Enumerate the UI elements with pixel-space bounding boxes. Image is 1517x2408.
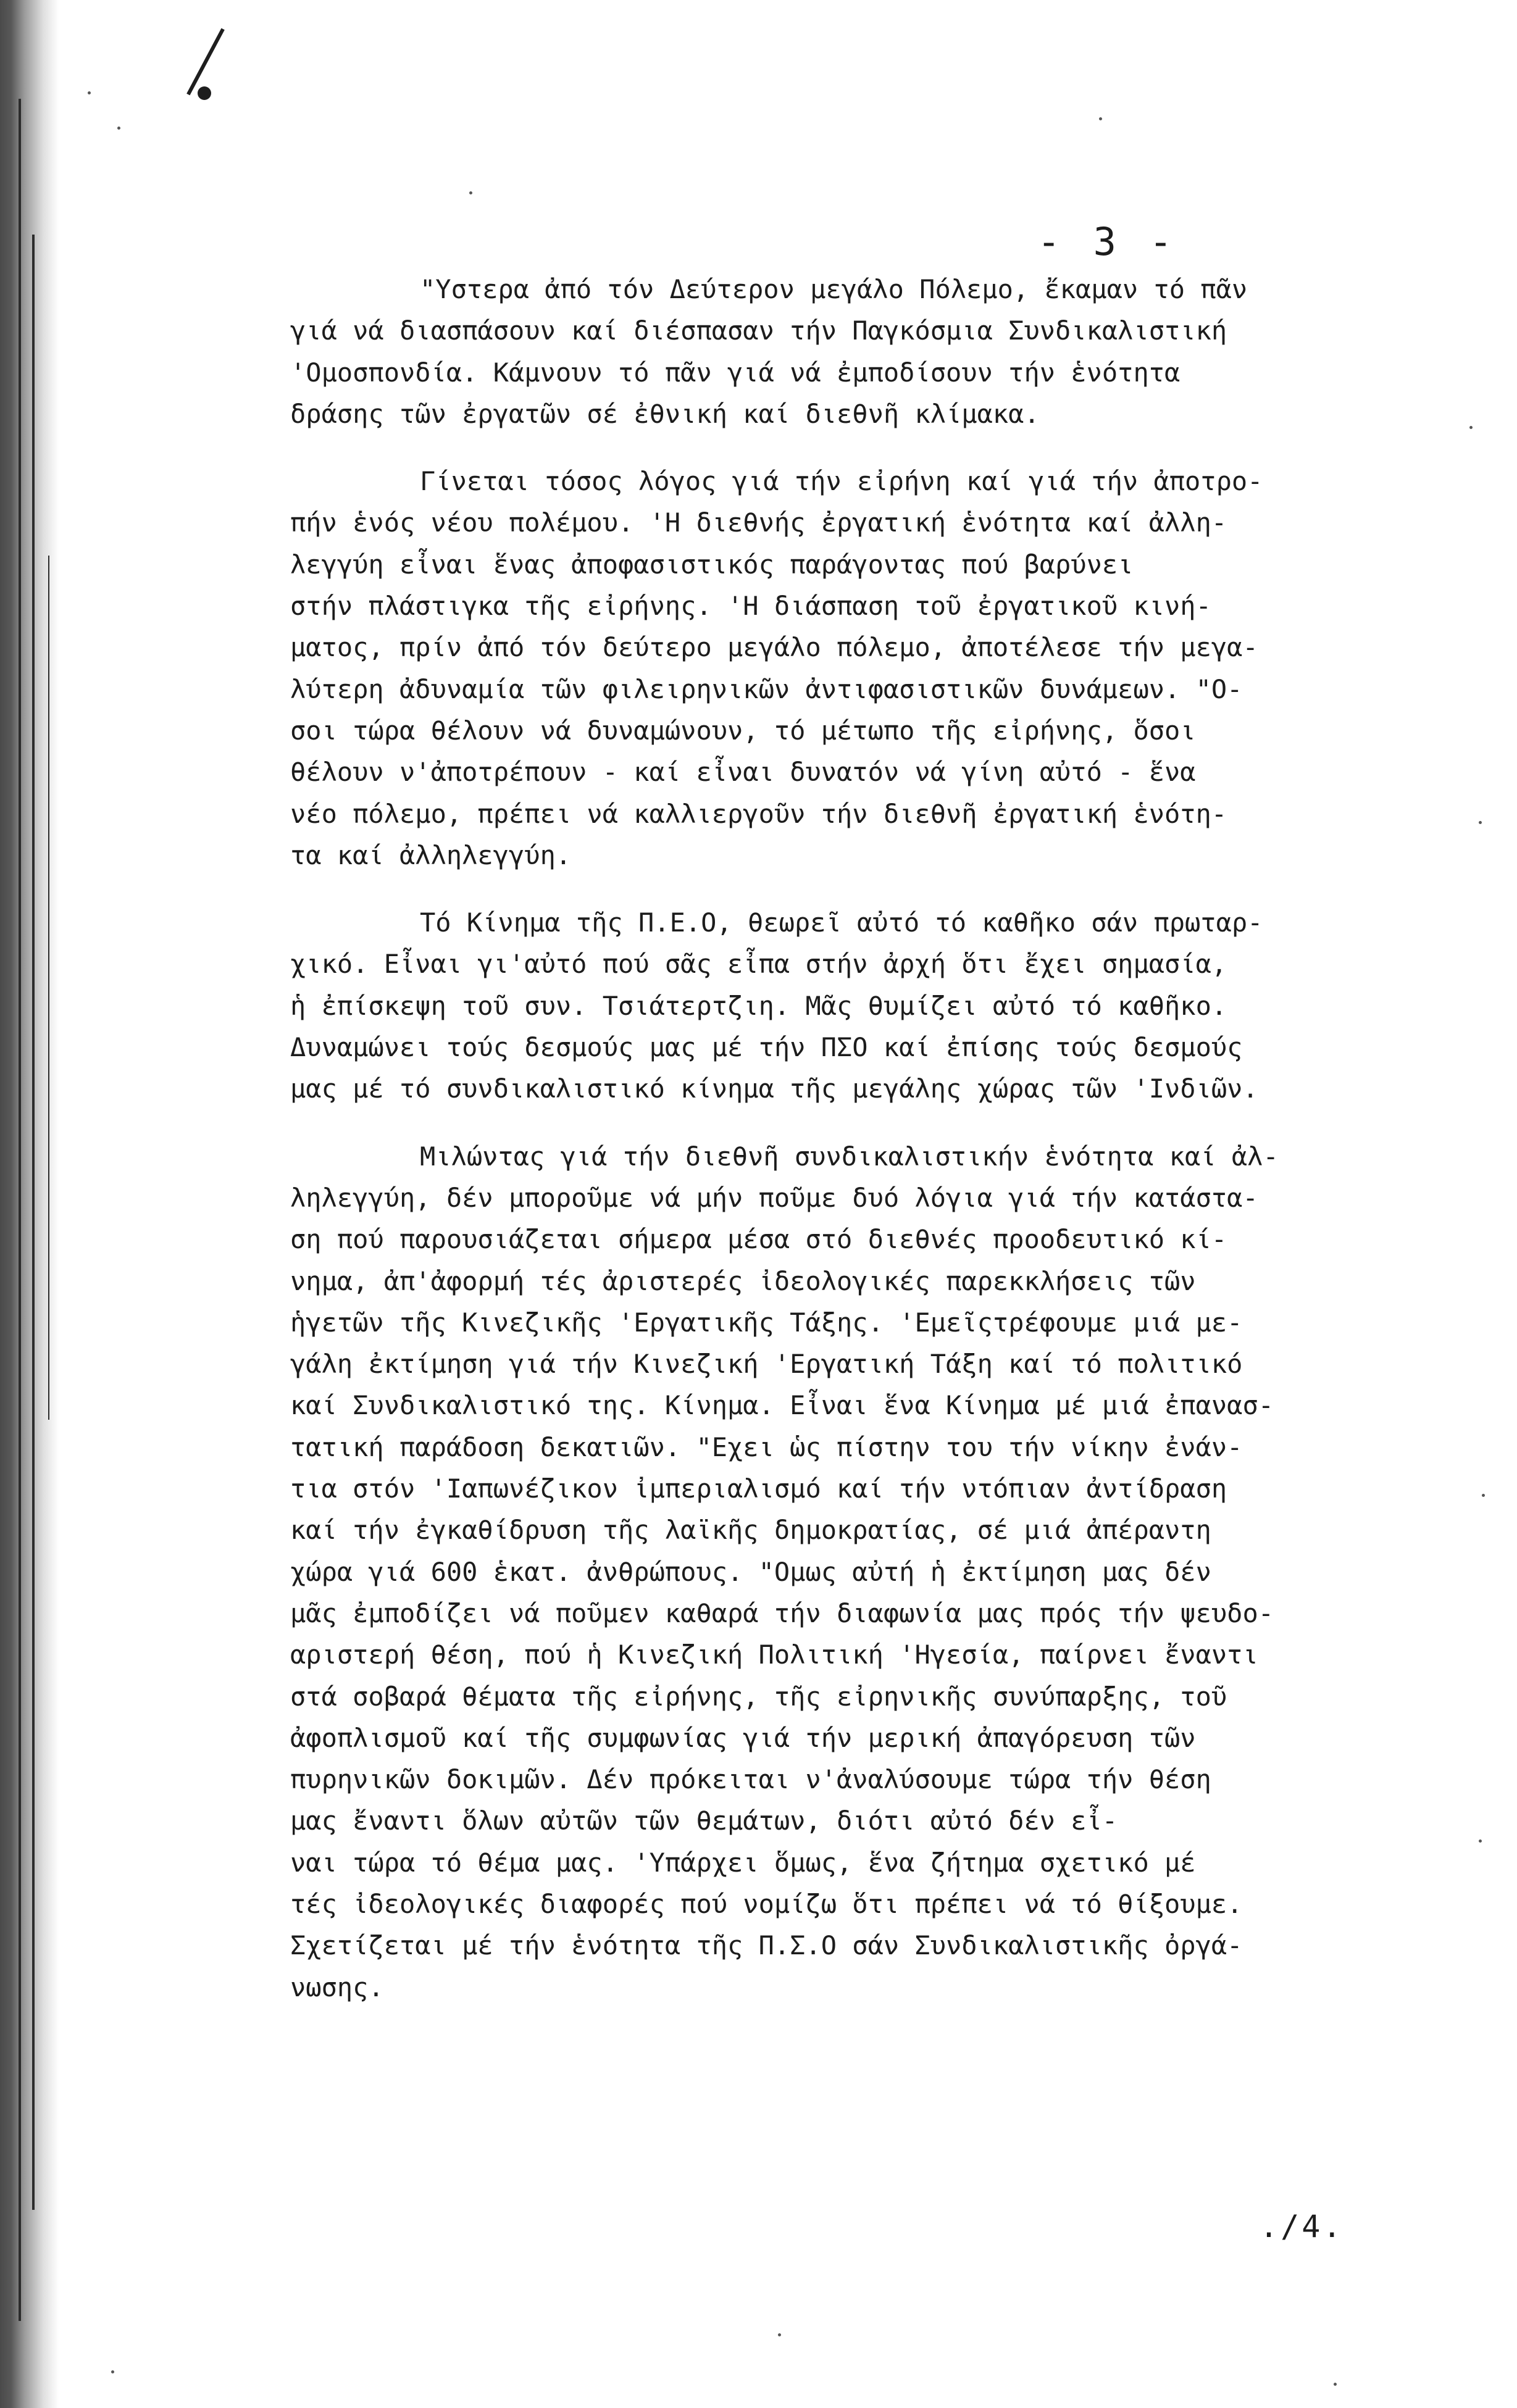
text-line: ἡ ἐπίσκεψη τοῦ συν. Τσιάτερτζιη. Μᾶς θυμίζει αὐτό τό καθῆκο. bbox=[290, 990, 1227, 1021]
continuation-mark: ./4. bbox=[1260, 2209, 1344, 2244]
text-line: τια στόν 'Ιαπωνέζικον ἰμπεριαλισμό καί τήν ντόπιαν ἀντίδραση bbox=[290, 1473, 1227, 1504]
text-line: λύτερη ἀδυναμία τῶν φιλειρηνικῶν ἀντιφασιστικῶν δυνάμεων. "Ο- bbox=[290, 673, 1243, 704]
text-line: σοι τώρα θέλουν νά δυναμώνουν, τό μέτωπο τῆς εἰρήνης, ὅσοι bbox=[290, 715, 1196, 746]
binding-edge-line bbox=[19, 99, 21, 2321]
text-line: τατική παράδοση δεκατιῶν. "Εχει ὡς πίστην του τήν νίκην ἐνάν- bbox=[290, 1431, 1243, 1462]
text-line: καί τήν ἐγκαθίδρυση τῆς λαϊκῆς δημοκρατίας, σέ μιά ἀπέραντη bbox=[290, 1515, 1211, 1546]
scan-speck bbox=[1479, 821, 1482, 824]
text-line: "Υστερα ἀπό τόν Δεύτερον μεγάλο Πόλεμο, ἔκαμαν τό πᾶν bbox=[420, 274, 1248, 304]
paragraph-2 bbox=[290, 460, 1476, 876]
text-line: μᾶς ἐμποδίζει νά ποῦμεν καθαρά τήν διαφωνία μας πρός τήν ψευδο- bbox=[290, 1598, 1274, 1628]
text-line: 'Ομοσπονδία. Κάμνουν τό πᾶν γιά νά ἐμποδίσουν τήν ἑνότητα bbox=[290, 357, 1181, 388]
text-line: ματος, πρίν ἀπό τόν δεύτερο μεγάλο πόλεμο, ἀποτέλεσε τήν μεγα- bbox=[290, 632, 1258, 663]
scan-speck bbox=[778, 2333, 781, 2336]
scan-speck bbox=[88, 91, 91, 94]
text-line: Δυναμώνει τούς δεσμούς μας μέ τήν ΠΣΟ καί ἐπίσης τούς δεσμούς bbox=[290, 1032, 1243, 1063]
binding-edge-line bbox=[32, 235, 35, 2210]
text-line: νωσης. bbox=[290, 1972, 384, 2002]
scan-speck bbox=[1099, 117, 1102, 120]
text-line: λεγγύη εἶναι ἕνας ἀποφασιστικός παράγοντας πού βαρύνει bbox=[290, 549, 1134, 580]
scan-speck bbox=[117, 127, 120, 130]
scan-speck bbox=[1482, 1494, 1485, 1497]
paragraph-1 bbox=[290, 269, 1476, 435]
scan-speck bbox=[111, 2370, 114, 2373]
text-line: ἡγετῶν τῆς Κινεζικῆς 'Εργατικῆς Τάξης. 'Εμεῖςτρέφουμε μιά με- bbox=[290, 1307, 1243, 1338]
text-line: θέλουν ν'ἀποτρέπουν - καί εἶναι δυνατόν νά γίνη αὐτό - ἕνα bbox=[290, 757, 1196, 788]
scan-scratch bbox=[186, 28, 225, 96]
text-line: Τό Κίνημα τῆς Π.Ε.Ο, θεωρεῖ αὐτό τό καθῆκο σάν πρωταρ- bbox=[420, 907, 1263, 938]
text-line: πυρηνικῶν δοκιμῶν. Δέν πρόκειται ν'ἀναλύσουμε τώρα τήν θέση bbox=[290, 1764, 1211, 1795]
text-line: ση πού παρουσιάζεται σήμερα μέσα στό διεθνές προοδευτικό κί- bbox=[290, 1224, 1227, 1255]
text-line: γάλη ἐκτίμηση γιά τήν Κινεζική 'Εργατική Τάξη καί τό πολιτικό bbox=[290, 1349, 1243, 1380]
text-line: Σχετίζεται μέ τήν ἑνότητα τῆς Π.Σ.Ο σάν Συνδικαλιστικῆς ὀργά- bbox=[290, 1930, 1243, 1961]
scan-scratch bbox=[198, 86, 211, 100]
text-line: νημα, ἀπ'ἀφορμή τές ἀριστερές ἰδεολογικές παρεκκλήσεις τῶν bbox=[290, 1265, 1196, 1296]
text-line: τα καί ἀλληλεγγύη. bbox=[290, 839, 572, 870]
text-line: χικό. Εἶναι γι'αὐτό πού σᾶς εἶπα στήν ἀρχή ὅτι ἔχει σημασία, bbox=[290, 949, 1227, 980]
text-line: δράσης τῶν ἐργατῶν σέ ἐθνική καί διεθνῆ κλίμακα. bbox=[290, 398, 1040, 429]
text-line: ναι τώρα τό θέμα μας. 'Υπάρχει ὅμως, ἕνα ζήτημα σχετικό μέ bbox=[290, 1847, 1196, 1878]
binding-edge-line bbox=[48, 556, 49, 1420]
text-line: αριστερή θέση, πού ἡ Κινεζική Πολιτική 'Ηγεσία, παίρνει ἔναντι bbox=[290, 1639, 1258, 1670]
text-line: γιά νά διασπάσουν καί διέσπασαν τήν Παγκόσμια Συνδικαλιστική bbox=[290, 315, 1227, 346]
text-line: μας μέ τό συνδικαλιστικό κίνημα τῆς μεγάλης χώρας τῶν 'Ινδιῶν. bbox=[290, 1073, 1258, 1104]
text-line: ληλεγγύη, δέν μποροῦμε νά μήν ποῦμε δυό λόγια γιά τήν κατάστα- bbox=[290, 1182, 1258, 1213]
text-line: Μιλώντας γιά τήν διεθνῆ συνδικαλιστικήν ἑνότητα καί ἀλ- bbox=[420, 1141, 1279, 1172]
text-line: Γίνεται τόσος λόγος γιά τήν εἰρήνη καί γιά τήν ἀποτρο- bbox=[420, 466, 1263, 497]
paragraph-4 bbox=[290, 1136, 1476, 2008]
document-body bbox=[290, 269, 1476, 2034]
text-line: καί Συνδικαλιστικό της. Κίνημα. Εἶναι ἕνα Κίνημα μέ μιά ἐπανασ- bbox=[290, 1390, 1274, 1421]
scan-speck bbox=[1479, 1839, 1482, 1843]
scan-speck bbox=[469, 191, 472, 194]
text-line: χώρα γιά 600 ἑκατ. ἀνθρώπους. "Ομως αὐτή ἡ ἐκτίμηση μας δέν bbox=[290, 1556, 1211, 1587]
text-line: ἀφοπλισμοῦ καί τῆς συμφωνίας γιά τήν μερική ἀπαγόρευση τῶν bbox=[290, 1722, 1196, 1753]
text-line: νέο πόλεμο, πρέπει νά καλλιεργοῦν τήν διεθνῆ ἐργατική ἑνότη- bbox=[290, 798, 1227, 829]
text-line: πήν ἑνός νέου πολέμου. 'Η διεθνής ἐργατική ἑνότητα καί ἀλλη- bbox=[290, 507, 1227, 538]
scan-speck bbox=[1334, 2383, 1337, 2386]
page-number: - 3 - bbox=[1037, 219, 1177, 264]
text-line: μας ἔναντι ὅλων αὐτῶν τῶν θεμάτων, διότι αὐτό δέν εἶ- bbox=[290, 1806, 1118, 1836]
text-line: τές ἰδεολογικές διαφορές πού νομίζω ὅτι πρέπει νά τό θίξουμε. bbox=[290, 1888, 1243, 1919]
text-line: στά σοβαρά θέματα τῆς εἰρήνης, τῆς εἰρηνικῆς συνύπαρξης, τοῦ bbox=[290, 1681, 1227, 1712]
text-line: στήν πλάστιγκα τῆς εἰρήνης. 'Η διάσπαση τοῦ ἐργατικοῦ κινή- bbox=[290, 591, 1211, 622]
paragraph-3 bbox=[290, 902, 1476, 1109]
binding-shadow bbox=[0, 0, 59, 2408]
